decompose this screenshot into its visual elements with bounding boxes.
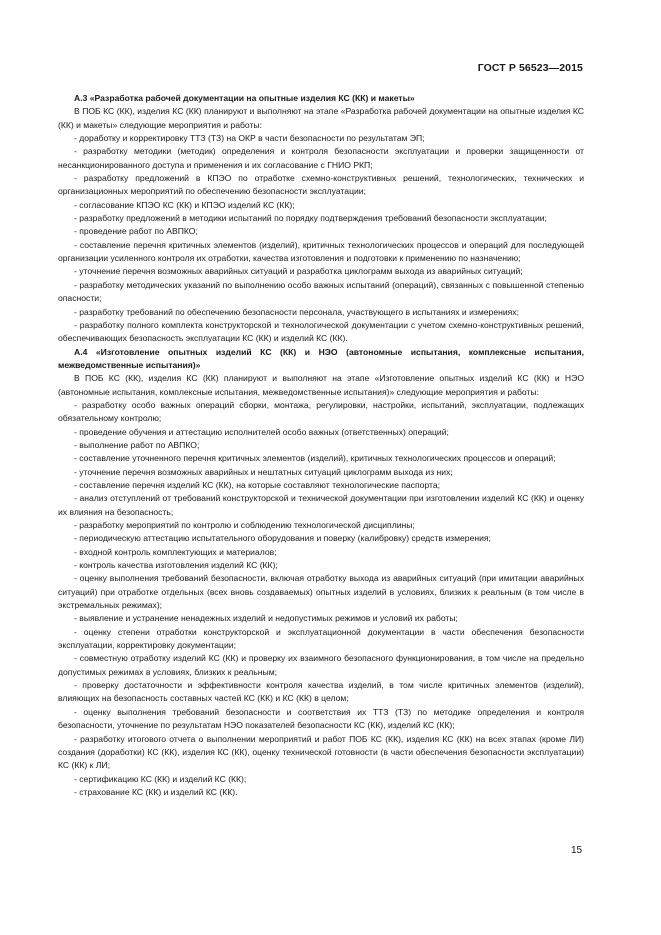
a4-list-item: - оценку степени отработки конструкторской и эксплуатационной документации в части обеспечения безопасности эксплуатации, корректировку документации; [58,626,584,651]
a3-list-item: - разработку требований по обеспечению безопасности персонала, участвующего в испытаниях и измерениях; [74,306,519,317]
a4-list-item: - разработку итогового отчета о выполнении мероприятий и работ ПОБ КС (КК), изделия КС (КК) на всех этапах (кроме ЛИ) создания (доработки) КС (КК), изделия КС (КК), оценку технической готовности (в части обеспечения безопасности эксплуатации) КС (КК) к ЛИ; [58,733,584,771]
a4-list-item: - выполнение работ по АВПКО; [74,439,200,450]
a4-list-item: - страхование КС (КК) и изделий КС (КК). [74,786,238,797]
a4-list-item: - проверку достаточности и эффективности контроля качества изделий, в том числе критичных элементов (изделий), влияющих на безопасность составных частей КС (КК) и КС (КК) в целом; [58,680,584,704]
document-body [58,92,584,799]
a4-list-item: - периодическую аттестацию испытательного оборудования и поверку (калибровку) средств измерения; [74,533,491,544]
a4-list-item: - оценку выполнения требований безопасности, включая отработку выхода из аварийных ситуаций (при имитации аварийных ситуаций) при отработке отдельных (всех вновь создаваемых) опытных изделий в условиях, близких к реальным (в том числе в экстремальных режимах); [58,573,584,611]
a4-list-item: - контроль качества изготовления изделий КС (КК); [74,560,278,571]
a3-list-item: - уточнение перечня возможных аварийных ситуаций и разработка циклограмм выхода из аварийных ситуаций; [74,266,523,277]
a3-list-item: - согласование КПЭО КС (КК) и КПЭО изделий КС (КК); [74,199,295,210]
a4-list-item: - разработку мероприятий по контролю и соблюдению технологической дисциплины; [74,520,415,530]
section-a3-intro: В ПОБ КС (КК), изделия КС (КК) планируют и выполняют на этапе «Разработка рабочей документации на опытные изделия КС (КК) и макеты» следующие мероприятия и работы: [58,106,584,130]
a3-list-item: - составление перечня критичных элементов (изделий), критичных технологических процессов и операций для последующей организации усиленного контроля их отработки, качества изготовления и подготовки к применению по назначению; [58,239,584,264]
a4-list-item: - анализ отступлений от требований конструкторской и технической документации при изготовлении изделий КС (КК) и оценку их влияния на безопасность; [58,493,584,517]
a4-list-item: - составление перечня изделий КС (КК), на которые составляют технологические паспорта; [74,479,440,490]
a4-list-item: - выявление и устранение ненадежных изделий и недопустимых режимов и условий их работы; [74,613,458,624]
a4-list-item: - проведение обучения и аттестацию исполнителей особо важных (ответственных) операций; [74,426,449,437]
a4-list-item: - сертификацию КС (КК) и изделий КС (КК); [74,773,247,784]
section-a4-heading: А.4 «Изготовление опытных изделий КС (КК) и НЭО (автономные испытания, комплексные испытания, межведомственные испытания)» [58,346,584,370]
section-a4-intro: В ПОБ КС (КК), изделия КС (КК) планируют и выполняют на этапе «Изготовление опытных изделий КС (КК) и НЭО (автономные испытания, комплексные испытания, межведомственные испытания)» следующие мероприятия и работы: [58,373,584,397]
a4-list-item: - входной контроль комплектующих и материалов; [74,546,277,557]
a3-list-item: - доработку и корректировку ТТЗ (ТЗ) на ОКР в части безопасности по результатам ЭП; [74,133,425,144]
document-code: ГОСТ Р 56523—2015 [477,62,583,74]
a4-list-item: - оценку выполнения требований безопасности и соответствия их ТТЗ (ТЗ) по методике определения и контроля безопасности, уточнение по результатам НЭО показателей безопасности КС (КК), изделий КС (КК); [58,706,584,731]
a3-list-item: - разработку полного комплекта конструкторской и технологической документации с учетом схемно-конструктивных решений, обеспечивающих безопасность эксплуатации КС (КК) и изделий КС (КК). [58,319,584,344]
section-a3-heading: А.3 «Разработка рабочей документации на опытные изделия КС (КК) и макеты» [74,93,415,103]
a4-list-item: - совместную отработку изделий КС (КК) и проверку их взаимного безопасного функционирования, в том числе на предельно допустимых режимах в условиях, близких к реальным; [58,653,584,677]
a3-list-item: - разработку предложений в КПЭО по отработке схемно-конструктивных решений, технологических, технических и организационных мероприятий по обеспечению безопасности эксплуатации; [58,173,584,197]
a4-list-item: - разработку особо важных операций сборки, монтажа, регулировки, настройки, испытаний, эксплуатации, подлежащих обязательному контролю; [58,399,584,424]
a3-list-item: - разработку методики (методик) определения и контроля безопасности эксплуатации и проверки защищенности от несанкционированного доступа и применения и их согласование с ГНИО РКП; [58,146,584,170]
a4-list-item: - уточнение перечня возможных аварийных и нештатных ситуаций циклограмм выхода из них; [74,466,453,477]
a3-list-item: - разработку методических указаний по выполнению особо важных испытаний (операций), связанных с повышенной степенью опасности; [58,279,584,304]
a4-list-item: - составление уточненного перечня критичных элементов (изделий), критичных технологических процессов и операций; [74,453,556,464]
a3-list-item: - разработку предложений в методики испытаний по порядку подтверждения требований безопасности эксплуатации; [74,213,547,224]
page-number: 15 [571,845,583,856]
a3-list-item: - проведение работ по АВПКО; [74,226,198,237]
